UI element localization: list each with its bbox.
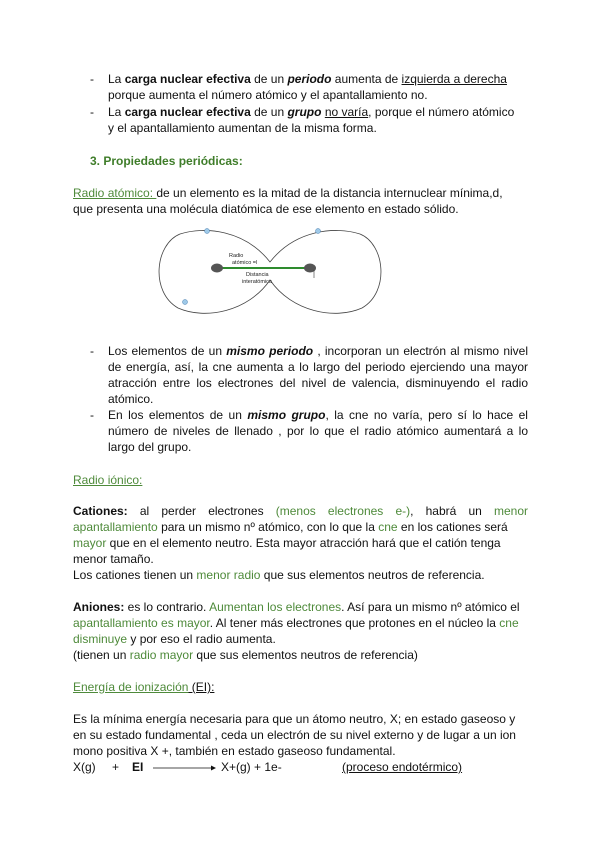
bullet-grupo-text: La carga nuclear efectiva de un grupo no varía, porque el número atómico (108, 105, 515, 119)
diagram-label-distancia: Distancia (246, 272, 269, 278)
bullet-mismo-periodo-line2: de energía, así, la cne aumenta a lo largo del periodo ejerciendo una mayor (108, 360, 528, 374)
diagram-label-atomico: atómico =l (232, 260, 258, 266)
bullet-dash: - (90, 72, 94, 86)
equation-left: X(g) (73, 760, 96, 774)
equation-note: (proceso endotérmico) (342, 760, 463, 774)
equation-plus: + (112, 760, 120, 774)
diagram-label-radio: Radio (229, 253, 244, 259)
cationes-line5: Los cationes tienen un menor radio que sus elementos neutros de referencia. (73, 568, 485, 582)
bullet-dash: - (90, 344, 94, 358)
diagram-label-interatomica: interatómica (242, 279, 272, 285)
electron-dot (316, 229, 321, 234)
aniones-line2: apantallamiento es mayor. Al tener más electrones que protones en el núcleo la cne (73, 616, 519, 630)
electron-cloud-outline (159, 230, 381, 313)
cationes-line3: mayor que en el elemento neutro. Esta mayor atracción hará que el catión tenga (73, 536, 501, 550)
electron-dot (205, 229, 210, 234)
equation-ei: EI (132, 760, 144, 774)
radio-ionico-heading: Radio iónico: (73, 473, 143, 487)
equation-right: X+(g) + 1e- (221, 760, 282, 774)
aniones-line4: (tienen un radio mayor que sus elementos neutros de referencia) (73, 648, 418, 662)
bullet-mismo-grupo-line1: En los elementos de un mismo grupo, la cne no varía, pero sí lo hace el (108, 408, 528, 422)
energia-line3: mono positiva X +, también en estado gaseoso fundamental. (73, 744, 396, 758)
bullet-mismo-grupo-line2: número de niveles de llenado , por lo que el radio atómico aumentará a lo (108, 424, 528, 438)
radio-atomico-line1: Radio atómico: de un elemento es la mitad de la distancia internuclear mínima,d, (73, 186, 503, 200)
energia-line1: Es la mínima energía necesaria para que un átomo neutro, X; en estado gaseoso y (73, 712, 516, 726)
bullet-mismo-periodo-line3: atracción entre los electrones del nivel de valencia, disminuyendo el radio (108, 376, 528, 390)
bullet-dash: - (90, 105, 94, 119)
bullet-periodo-line2: porque aumenta el número atómico y el apantallamiento no. (108, 88, 428, 102)
cationes-line2: apantallamiento para un mismo nº atómico, con lo que la cne en los cationes será (73, 520, 508, 534)
section-heading: 3. Propiedades periódicas: (90, 154, 243, 168)
energia-heading: Energía de ionización (EI): (73, 680, 215, 694)
electron-dot (183, 300, 188, 305)
energia-line2: en su estado fundamental , ceda un electrón de su nivel externo y de lugar a un ion (73, 728, 516, 742)
diatomic-molecule-diagram (150, 222, 390, 322)
bullet-dash: - (90, 408, 94, 422)
cationes-line1: Cationes: al perder electrones (menos electrones e-), habrá un menor (73, 504, 529, 518)
aniones-line1: Aniones: es lo contrario. Aumentan los electrones. Así para un mismo nº atómico el (73, 600, 520, 614)
radio-atomico-line2: que presenta una molécula diatómica de ese elemento en estado sólido. (73, 202, 459, 216)
bullet-mismo-grupo-line3: largo del grupo. (108, 440, 192, 454)
bullet-mismo-periodo-line4: atómico. (108, 392, 154, 406)
bullet-periodo-text: La carga nuclear efectiva de un periodo aumenta de izquierda a derecha (108, 72, 507, 86)
bullet-grupo-line2: y el apantallamiento aumentan de la misma forma. (108, 121, 377, 135)
radio-atomico-label: Radio atómico: (73, 186, 157, 200)
reaction-arrow-icon (153, 763, 217, 773)
nucleus-left (211, 264, 223, 273)
bullet-mismo-periodo-line1: Los elementos de un mismo periodo , incorporan un electrón al mismo nivel (108, 344, 528, 358)
cationes-line4: menor tamaño. (73, 552, 154, 566)
aniones-line3: disminuye y por eso el radio aumenta. (73, 632, 276, 646)
